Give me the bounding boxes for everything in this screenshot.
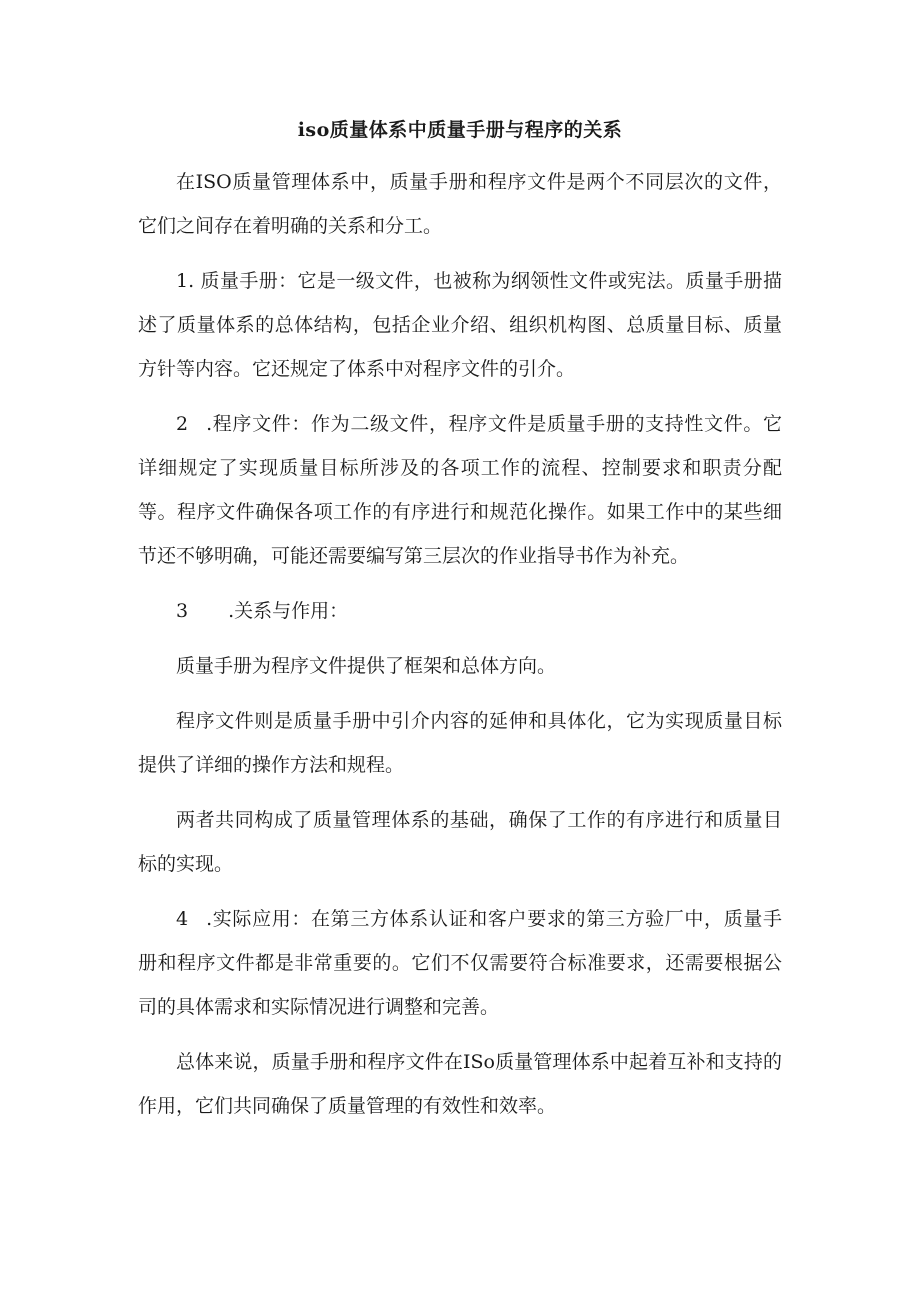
paragraph-intro — [138, 160, 782, 248]
paragraph-summary — [138, 1040, 782, 1128]
document-title: iso质量体系中质量手册与程序的关系 — [297, 119, 623, 141]
paragraph-relationship-2 — [138, 699, 782, 787]
list-number: 4 — [176, 908, 189, 930]
paragraph-text: .实际应用：在第三方体系认证和客户要求的第三方验厂中，质量手册和程序文件都是非常重要的。它们不仅需要符合标准要求，还需要根据公司的具体需求和实际情况进行调整和完善。 — [138, 908, 782, 1018]
paragraph-relationship-1 — [138, 644, 782, 688]
paragraph-practical-application — [138, 897, 782, 1029]
list-number: 3 — [176, 600, 189, 622]
paragraph-text: 质量手册为程序文件提供了框架和总体方向。 — [176, 655, 557, 677]
paragraph-text: 1. 质量手册：它是一级文件，也被称为纲领性文件或宪法。质量手册描述了质量体系的总体结构，包括企业介绍、组织机构图、总质量目标、质量方针等内容。它还规定了体系中对程序文件的引介。 — [138, 270, 782, 380]
paragraph-text: .关系与作用： — [228, 600, 349, 622]
paragraph-text: 程序文件则是质量手册中引介内容的延伸和具体化，它为实现质量目标提供了详细的操作方法和规程。 — [138, 710, 782, 776]
paragraph-relationship-3 — [138, 798, 782, 886]
paragraph-relationship-heading — [138, 589, 782, 633]
paragraph-text: 两者共同构成了质量管理体系的基础，确保了工作的有序进行和质量目标的实现。 — [138, 809, 782, 875]
paragraph-procedure-documents — [138, 402, 782, 578]
list-number: 2 — [176, 413, 189, 435]
paragraph-text: .程序文件：作为二级文件，程序文件是质量手册的支持性文件。它详细规定了实现质量目标所涉及的各项工作的流程、控制要求和职责分配等。程序文件确保各项工作的有序进行和规范化操作。如果工作中的某些细节还不够明确，可能还需要编写第三层次的作业指导书作为补充。 — [138, 413, 782, 567]
paragraph-quality-manual — [138, 259, 782, 391]
paragraph-text: 在ISO质量管理体系中，质量手册和程序文件是两个不同层次的文件，它们之间存在着明确的关系和分工。 — [138, 171, 782, 237]
paragraph-text: 总体来说，质量手册和程序文件在ISo质量管理体系中起着互补和支持的作用，它们共同确保了质量管理的有效性和效率。 — [138, 1051, 782, 1117]
document-body — [138, 160, 782, 1139]
